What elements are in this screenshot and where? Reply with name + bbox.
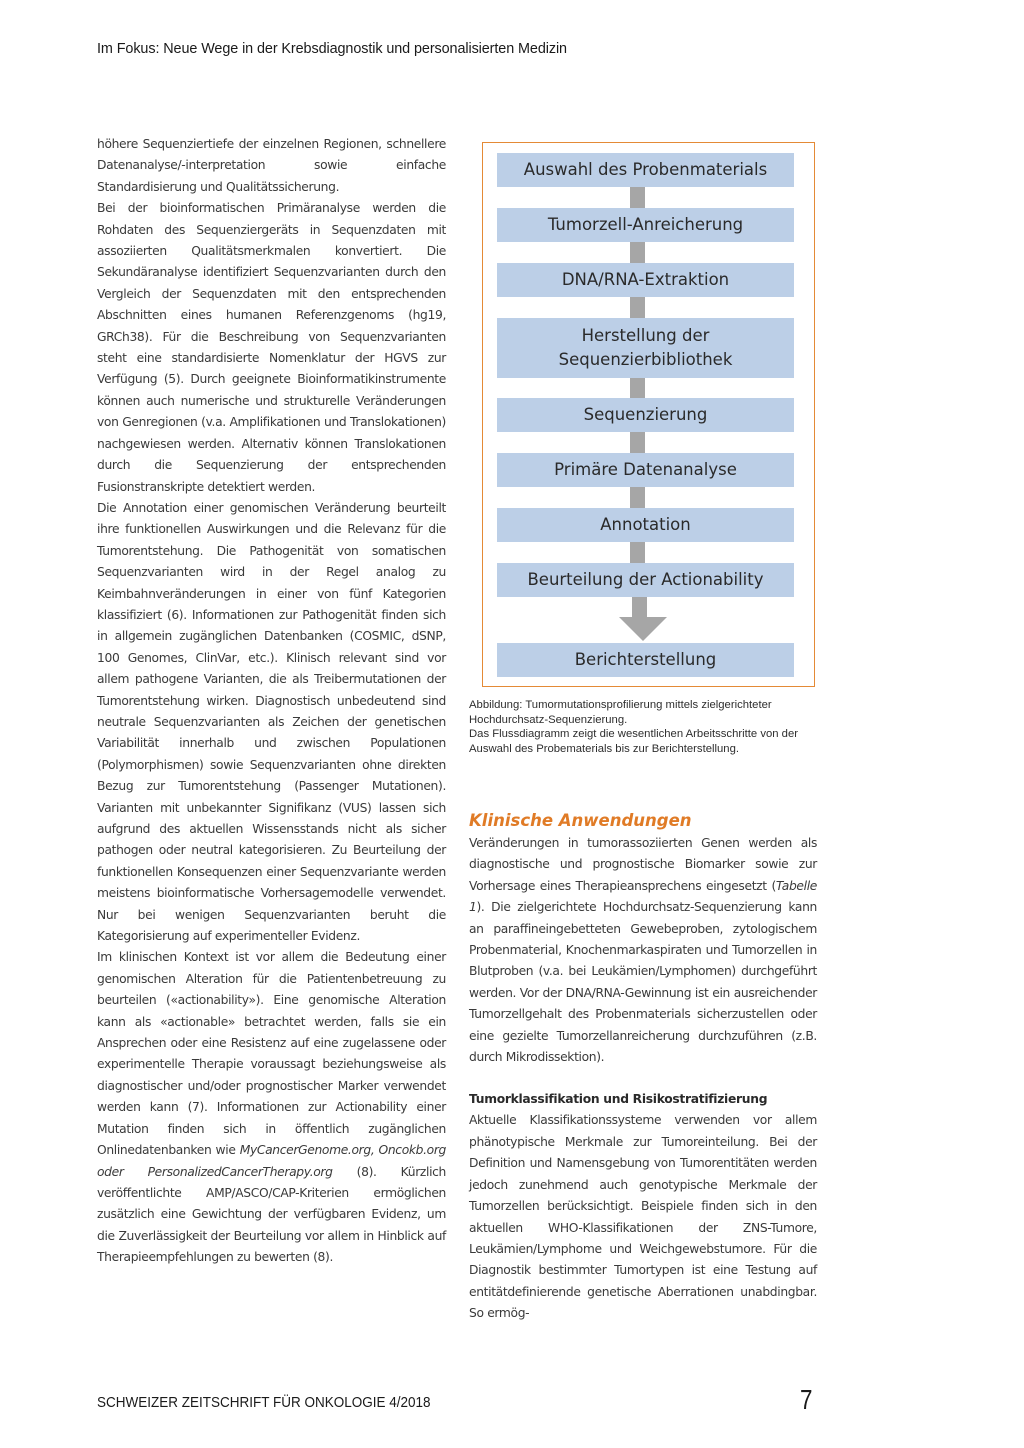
subsection-heading: Tumorklassifikation und Risikostratifizierung [469, 1092, 768, 1107]
paragraph: Bei der bioinformatischen Primäranalyse werden die Rohdaten des Sequenziergeräts in Sequenzdaten mit assoziierten Qualitätsmerkmalen konvertiert. Die Sekundäranalyse identifiziert Sequenzvarianten durch den Vergleich der Sequenzdaten mit den entsprechenden Abschnitten eines humanen Referenzgenoms (hg19, GRCh38). Für die Beschreibung von Sequenzvarianten steht eine standardisierte Nomenklatur der HGVS zur Verfügung (5). Durch geeignete Bioinformatikinstrumente können auch numerische und strukturelle Veränderungen von Genregionen (v.a. Amplifikationen und Translokationen) nachgewiesen werden. Alternativ können Translokationen durch die Sequenzierung der entsprechenden Fusionstranskripte detektiert werden. [97, 201, 446, 494]
flow-step-8: Beurteilung der Actionability [497, 563, 794, 597]
down-arrow-icon [619, 617, 667, 641]
right-text-column [469, 810, 817, 1325]
database-links: MyCancerGenome.org, Oncokb.org oder PersonalizedCancerTherapy.org [97, 1143, 446, 1179]
flow-connector [630, 432, 645, 453]
flow-connector [630, 487, 645, 508]
flow-step-9: Berichterstellung [497, 643, 794, 677]
paragraph-clinical-applications [469, 833, 817, 1068]
flowchart-figure [482, 142, 815, 687]
paragraph-text: (8). Kürzlich veröffentlichte AMP/ASCO/CAP-Kriterien ermöglichen zusätzlich eine Gewichtung der verfügbaren Evidenz, um die Zuverlässigkeit der Beurteilung vor allem in Hinblick auf Therapieempfehlungen zu bewerten (8). [97, 1164, 446, 1265]
paragraph-tumor-classification: Aktuelle Klassifikationssysteme verwenden vor allem phänotypische Merkmale zur Tumoreinteilung. Bei der Definition und Namensgebung von Tumorentitäten werden jedoch zunehmend auch genotypische Merkmale der Tumorzellen berücksichtigt. Beispiele finden sich in den aktuellen WHO-Klassifikationen der ZNS-Tumore, Leukämien/Lymphome und Weichgewebstumore. Für die Diagnostik bestimmter Tumortypen ist eine Testung auf entitätdefinierende genetische Aberrationen unabdingbar. So ermög- [469, 1113, 817, 1321]
page-number: 7 [800, 1384, 813, 1415]
caption-title: Abbildung: Tumormutationsprofilierung mittels zielgerichteter Hochdurchsatz-Sequenzierung. [469, 699, 772, 726]
flow-step-4: Herstellung der Sequenzierbibliothek [497, 318, 794, 378]
section-heading: Klinische Anwendungen [469, 811, 692, 830]
flow-connector [630, 378, 645, 398]
flow-step-1: Auswahl des Probenmaterials [497, 153, 794, 187]
flow-connector [630, 542, 645, 563]
flow-connector [630, 187, 645, 208]
flow-arrow-stem [632, 597, 647, 617]
paragraph-text: Im klinischen Kontext ist vor allem die Bedeutung einer genomischen Alteration für die Patientenbetreuung zu beurteilen («actionability»). Eine genomische Alteration kann als «actionable» betrachtet werden, falls sie ein Ansprechen oder eine Resistenz auf eine zugelassene oder experimentelle Therapie voraussagt beziehungsweise als diagnostischer und/oder prognostischer Marker verwendet werden kann (7). Informationen zur Actionability einer Mutation finden sich in öffentlich zugänglichen Onlinedatenbanken wie [97, 950, 446, 1158]
journal-footer: SCHWEIZER ZEITSCHRIFT FÜR ONKOLOGIE 4/2018 [97, 1394, 431, 1411]
paragraph-actionability [97, 947, 446, 1268]
table-reference: Tabelle 1 [469, 878, 817, 915]
running-header-title: Im Fokus: Neue Wege in der Krebsdiagnostik und personalisierten Medizin [97, 40, 567, 57]
flow-step-3: DNA/RNA-Extraktion [497, 263, 794, 297]
caption-description: Das Flussdiagramm zeigt die wesentlichen Arbeitsschritte von der Auswahl des Probematerials bis zur Berichterstellung. [469, 728, 799, 755]
figure-caption [469, 698, 819, 756]
paragraph-text: Veränderungen in tumorassoziierten Genen werden als diagnostische und prognostische Biomarker sowie zur Vorhersage eines Therapieansprechens eingesetzt ( [469, 836, 817, 893]
paragraph: Die Annotation einer genomischen Veränderung beurteilt ihre funktionellen Auswirkungen und die Relevanz für die Tumorentstehung. Die Pathogenität von somatischen Sequenzvarianten wird in der Regel analog zu Keimbahnveränderungen in einer von fünf Kategorien klassifiziert (6). Informationen zur Pathogenität finden sich in allgemein zugänglichen Datenbanken (COSMIC, dSNP, 100 Genomes, ClinVar, etc.). Klinisch relevant sind vor allem pathogene Varianten, die als Treibermutationen der Tumorentstehung wirken. Diagnostisch unbedeutend sind neutrale Sequenzvarianten als Zeichen der genetischen Variabilität innerhalb und zwischen Populationen (Polymorphismen) sowie Sequenzvarianten ohne direkten Bezug zur Tumorentstehung (Passenger Mutationen). Varianten mit unbekannter Signifikanz (VUS) lassen sich aufgrund des aktuellen Wissensstands nicht als sicher pathogen oder neutral kategorisieren. Zu Beurteilung der funktionellen Konsequenzen einer Sequenzvariante werden meistens bioinformatische Vorhersagemodelle verwendet. Nur bei wenigen Sequenzvarianten beruht die Kategorisierung auf experimenteller Evidenz. [97, 500, 446, 944]
flow-step-5: Sequenzierung [497, 398, 794, 432]
flow-step-6: Primäre Datenanalyse [497, 453, 794, 487]
paragraph-text: ). Die zielgerichtete Hochdurchsatz-Sequenzierung kann an paraffineingebetteten Gewebeproben, zytologischem Probenmaterial, Knochenmarkaspiraten und Tumorzellen in Blutproben (v.a. bei Leukämien/Lymphomen) durchgeführt werden. Vor der DNA/RNA-Gewinnung ist ein ausreichender Tumorzellgehalt des Probenmaterials sicherzustellen oder eine gezielte Tumorzellanreicherung durchzuführen (z.B. durch Mikrodissektion). [469, 900, 817, 1065]
paragraph: höhere Sequenziertiefe der einzelnen Regionen, schnellere Datenanalyse/-interpretation sowie einfache Standardisierung und Qualitätssicherung. [97, 137, 446, 194]
left-text-column [97, 134, 446, 1269]
flow-step-2: Tumorzell-Anreicherung [497, 208, 794, 242]
flow-connector [630, 242, 645, 263]
flow-connector [630, 297, 645, 318]
flow-step-7: Annotation [497, 508, 794, 542]
